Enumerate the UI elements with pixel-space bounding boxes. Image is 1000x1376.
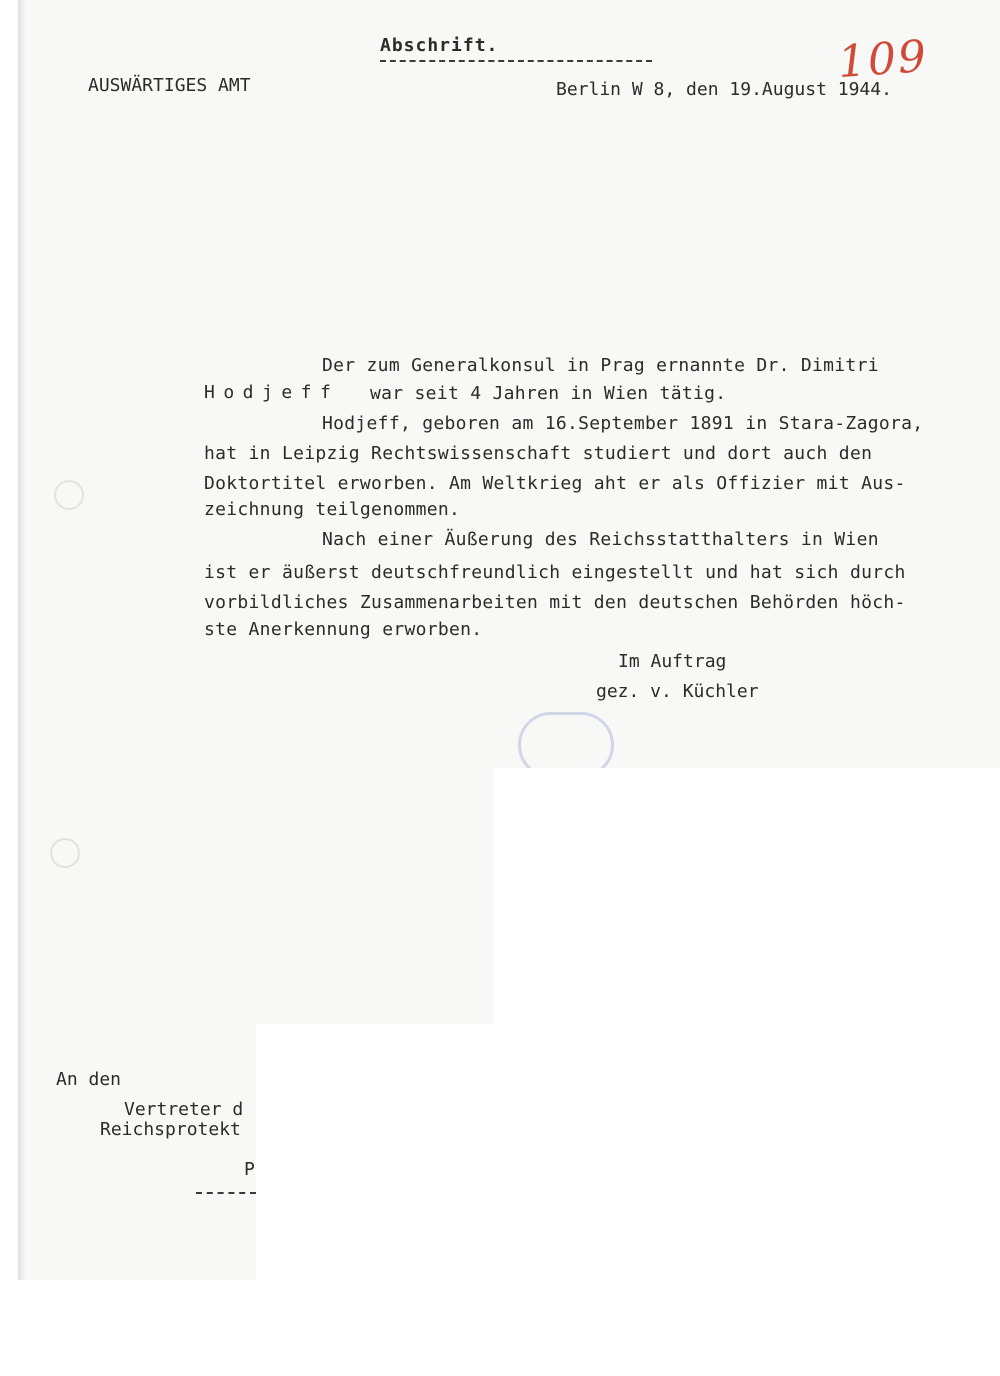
address-line: An den (56, 1069, 122, 1090)
body-line: hat in Leipzig Rechtswissenschaft studiert und dort auch den (204, 443, 873, 464)
blank-region (493, 768, 1000, 1024)
address-underline (196, 1192, 256, 1194)
page-edge (18, 0, 26, 1280)
address-line: Vertreter d (124, 1099, 244, 1120)
body-line: war seit 4 Jahren in Wien tätig. (370, 383, 727, 404)
place-and-date: Berlin W 8, den 19.August 1944. (556, 79, 892, 100)
body-line: ste Anerkennung erworben. (204, 619, 483, 640)
body-line: vorbildliches Zusammenarbeiten mit den deutschen Behörden höch- (204, 592, 906, 613)
body-line-name: Hodjeff (204, 382, 340, 403)
body-line: Doktortitel erworben. Am Weltkrieg aht er als Offizier mit Aus- (204, 473, 906, 494)
document-heading: Abschrift. (380, 35, 499, 56)
signature-line: gez. v. Küchler (596, 681, 759, 702)
body-line: Der zum Generalkonsul in Prag ernannte Dr. Dimitri (322, 355, 879, 376)
blank-region (256, 1024, 1000, 1280)
body-line: zeichnung teilgenommen. (204, 499, 461, 520)
punch-hole-mark (54, 480, 84, 510)
body-line: Nach einer Äußerung des Reichsstatthalters in Wien (322, 529, 879, 550)
folio-number: 109 (836, 30, 930, 89)
body-line: Hodjeff, geboren am 16.September 1891 in Stara-Zagora, (322, 413, 924, 434)
body-line: ist er äußerst deutschfreundlich eingestellt und hat sich durch (204, 562, 906, 583)
closing-phrase: Im Auftrag (618, 651, 727, 672)
heading-underline (380, 60, 652, 62)
address-line: P (244, 1159, 255, 1180)
punch-hole-mark (50, 838, 80, 868)
address-line: Reichsprotekt (100, 1119, 241, 1140)
issuing-office: AUSWÄRTIGES AMT (88, 75, 251, 96)
